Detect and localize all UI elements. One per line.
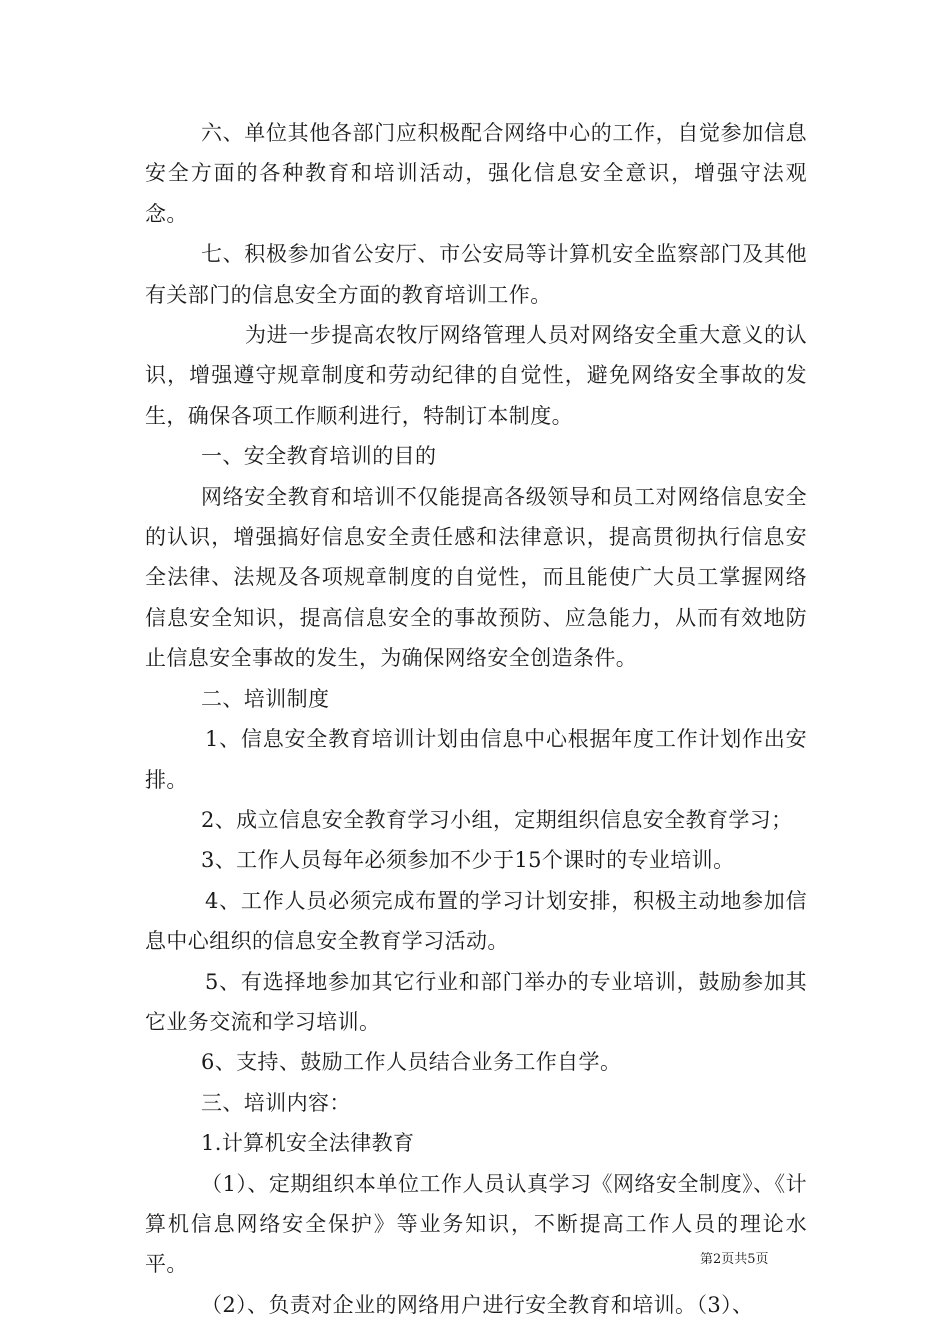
list-item-content-2: （2）、负责对企业的网络用户进行安全教育和培训。（3）、 xyxy=(201,1292,754,1317)
page-number-footer: 第2页共5页 xyxy=(700,1252,769,1267)
list-item-system-3: 3、工作人员每年必须参加不少于15个课时的专业培训。 xyxy=(201,848,735,873)
paragraph-item-seven: 七、积极参加省公安厅、市公安局等计算机安全监察部门及其他有关部门的信息安全方面的教育培训工作。 xyxy=(145,242,807,307)
list-item-system-5: 5、有选择地参加其它行业和部门举办的专业培训，鼓励参加其它业务交流和学习培训。 xyxy=(145,969,807,1034)
section-heading-purpose: 一、安全教育培训的目的 xyxy=(201,444,437,469)
list-item-system-4: 4、工作人员必须完成布置的学习计划安排，积极主动地参加信息中心组织的信息安全教育学习活动。 xyxy=(145,888,807,954)
section-heading-system: 二、培训制度 xyxy=(201,686,330,711)
paragraph-purpose: 网络安全教育和培训不仅能提高各级领导和员工对网络信息安全的认识，增强搞好信息安全责任感和法律意识，提高贯彻执行信息安全法律、法规及各项规章制度的自觉性，而且能使广大员工掌握网络信息安全知识，提高信息安全的事故预防、应急能力，从而有效地防止信息安全事故的发生，为确保网络安全创造条件。 xyxy=(145,484,807,671)
list-item-content-1: （1）、定期组织本单位工作人员认真学习《网络安全制度》、《计算机信息网络安全保护》等业务知识，不断提高工作人员的理论水平。 xyxy=(145,1171,807,1277)
list-item-system-1: 1、信息安全教育培训计划由信息中心根据年度工作计划作出安排。 xyxy=(145,727,807,792)
subheading-law-education: 1.计算机安全法律教育 xyxy=(201,1131,415,1156)
section-heading-content: 三、培训内容： xyxy=(201,1090,351,1115)
document-body xyxy=(145,113,807,1325)
list-item-system-2: 2、成立信息安全教育学习小组，定期组织信息安全教育学习； xyxy=(201,807,793,832)
paragraph-intro: 为进一步提高农牧厅网络管理人员对网络安全重大意义的认识，增强遵守规章制度和劳动纪律的自觉性，避免网络安全事故的发生，确保各项工作顺利进行，特制订本制度。 xyxy=(145,323,807,428)
paragraph-item-six: 六、单位其他各部门应积极配合网络中心的工作，自觉参加信息安全方面的各种教育和培训活动，强化信息安全意识，增强守法观念。 xyxy=(145,121,807,226)
list-item-system-6: 6、支持、鼓励工作人员结合业务工作自学。 xyxy=(201,1050,622,1075)
